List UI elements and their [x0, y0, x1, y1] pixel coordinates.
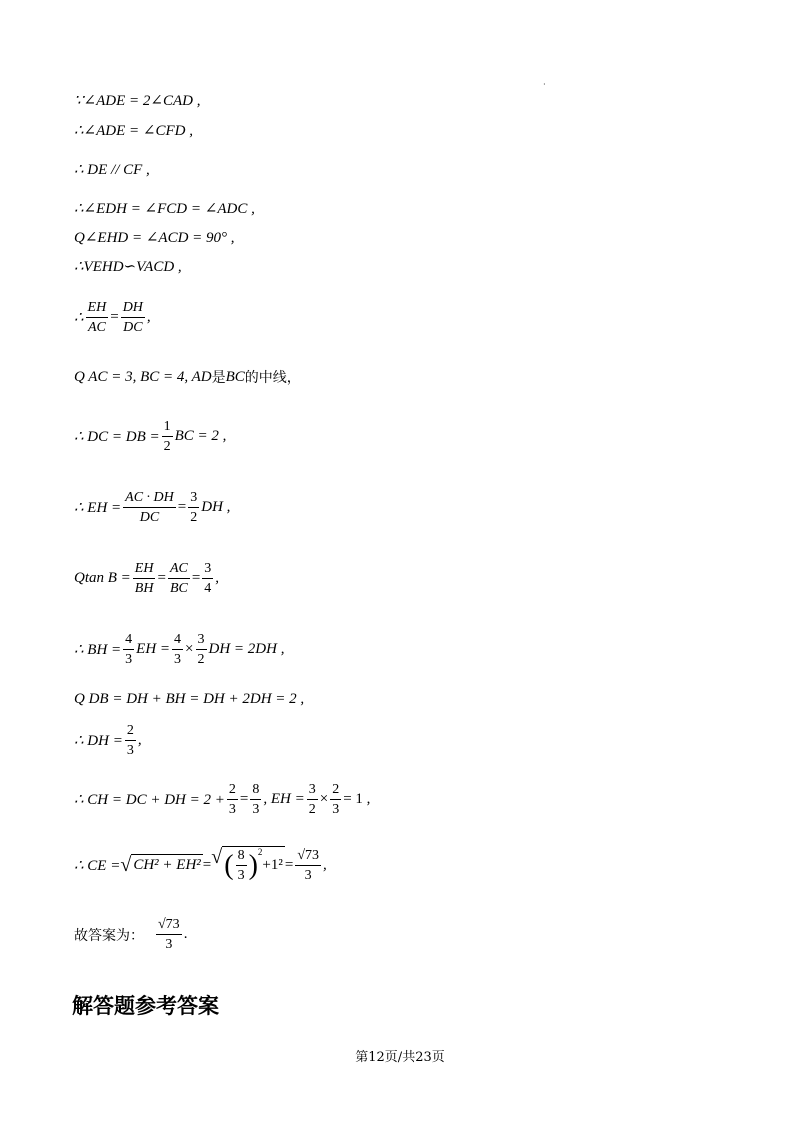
denominator: 2 — [308, 802, 316, 817]
denominator: AC — [87, 320, 106, 335]
equals: = — [191, 570, 201, 586]
numerator: DH — [121, 299, 145, 318]
denominator: DC — [123, 320, 143, 335]
line-9 — [74, 418, 226, 455]
line-14 — [74, 722, 142, 759]
fraction — [227, 781, 238, 818]
answer-fraction — [156, 916, 182, 953]
times: × — [185, 641, 194, 657]
l11-pre: Qtan B = — [74, 570, 131, 586]
numerator: 4 — [172, 631, 183, 650]
paren-right: ) — [248, 849, 258, 881]
answer-label: 故答案为： — [74, 927, 144, 944]
numerator: AC · DH — [123, 489, 176, 508]
fraction — [123, 489, 176, 526]
l12-post: DH = 2DH , — [208, 641, 285, 657]
fraction — [121, 299, 145, 336]
denominator: 3 — [126, 743, 134, 758]
fraction — [123, 631, 134, 668]
line-5: Q∠EHD = ∠ACD = 90° , — [74, 230, 235, 246]
radicand — [222, 846, 285, 884]
fraction — [162, 418, 173, 455]
l7-pre: ∴ — [74, 310, 84, 326]
denominator: 3 — [332, 802, 340, 817]
numerator: 8 — [250, 781, 261, 800]
numerator: EH — [86, 299, 109, 318]
denominator: 2 — [163, 439, 171, 454]
fraction — [202, 560, 213, 597]
denominator: 3 — [252, 802, 260, 817]
numerator: √73 — [295, 847, 321, 866]
numerator: √73 — [156, 916, 182, 935]
numerator: 3 — [188, 489, 199, 508]
fraction — [250, 781, 261, 818]
line-11 — [74, 560, 219, 597]
numerator: 2 — [125, 722, 136, 741]
denominator: 3 — [228, 802, 236, 817]
numerator: 1 — [162, 418, 173, 437]
denominator: 3 — [174, 652, 182, 667]
denominator: DC — [139, 510, 160, 525]
l14-pre: ∴ DH = — [74, 733, 123, 749]
l15-mid: , EH = — [263, 791, 305, 807]
line-7 — [74, 299, 151, 336]
equals: = — [157, 570, 166, 586]
equals: = — [202, 856, 212, 873]
fraction — [295, 847, 321, 884]
denominator: 2 — [190, 510, 198, 525]
line-6: ∴VEHD∽VACD , — [74, 259, 182, 275]
denominator: 2 — [197, 652, 205, 667]
numerator: 4 — [123, 631, 134, 650]
l10-post: DH , — [201, 499, 231, 515]
fraction — [133, 560, 156, 597]
numerator: 3 — [202, 560, 213, 579]
line-17 — [74, 916, 187, 953]
l7-post: , — [146, 309, 151, 325]
plus-term: +1² — [262, 857, 283, 873]
times: × — [319, 791, 329, 807]
fraction — [196, 631, 207, 668]
sqrt-expression — [211, 846, 285, 884]
radical-sign: √ — [120, 854, 132, 876]
fraction — [307, 781, 318, 818]
fraction — [188, 489, 199, 526]
denominator: 3 — [165, 937, 173, 952]
numerator: 8 — [236, 847, 247, 866]
fraction — [86, 299, 109, 336]
radicand: CH² + EH² — [131, 854, 202, 876]
line-1: ∵∠ADE = 2∠CAD , — [74, 93, 201, 109]
line-16 — [74, 846, 327, 884]
denominator: 3 — [125, 652, 133, 667]
denominator: BH — [134, 581, 154, 596]
l15-pre: ∴ CH = DC + DH = 2 + — [74, 792, 225, 808]
l8-cjk2: 的中线， — [244, 370, 301, 386]
numerator: 2 — [227, 781, 238, 800]
numerator: 3 — [307, 781, 318, 800]
line-4: ∴∠EDH = ∠FCD = ∠ADC , — [74, 201, 255, 217]
denominator: 3 — [304, 867, 312, 883]
equals: = — [177, 499, 187, 515]
fraction — [168, 560, 190, 597]
equals: = — [284, 856, 294, 873]
fraction — [236, 847, 247, 884]
line-3: ∴ DE // CF , — [74, 162, 150, 178]
numerator: 2 — [330, 781, 341, 800]
line-13: Q DB = DH + BH = DH + 2DH = 2 , — [74, 691, 305, 707]
l11-post: , — [215, 570, 220, 586]
fraction — [330, 781, 341, 818]
denominator: BC — [169, 581, 188, 596]
l9-pre: ∴ DC = DB = — [74, 429, 160, 445]
l17-post: . — [183, 926, 188, 942]
line-8 — [74, 367, 301, 387]
section-heading: 解答题参考答案 — [72, 994, 219, 1018]
denominator: 3 — [237, 868, 245, 883]
l10-pre: ∴ EH = — [74, 500, 122, 516]
equals: = — [239, 791, 249, 807]
l8-mid: BC — [225, 368, 245, 385]
l8-pre: Q AC = 3, BC = 4, AD — [74, 368, 212, 385]
exponent: 2 — [257, 847, 263, 857]
line-2: ∴∠ADE = ∠CFD , — [74, 123, 193, 139]
l12-mid: EH = — [136, 641, 171, 657]
sqrt-expression — [120, 854, 202, 876]
fraction — [125, 722, 136, 759]
l16-post: , — [323, 856, 327, 873]
l14-post: , — [137, 732, 142, 748]
paren-left: ( — [224, 849, 234, 881]
line-10 — [74, 489, 230, 526]
line-12 — [74, 631, 284, 668]
equals: = — [110, 309, 119, 325]
denominator: 4 — [204, 581, 212, 596]
l15-post: = 1 , — [343, 791, 371, 807]
radical-sign: √ — [211, 846, 223, 868]
numerator: 3 — [196, 631, 207, 650]
l8-cjk1: 是 — [211, 370, 226, 386]
line-15 — [74, 781, 370, 818]
page-footer: 第12页/共23页 — [355, 1050, 445, 1065]
fraction — [172, 631, 183, 668]
numerator: AC — [168, 560, 190, 579]
l12-pre: ∴ BH = — [74, 642, 122, 658]
l16-pre: ∴ CE = — [74, 857, 121, 874]
l9-post: BC = 2 , — [174, 428, 227, 444]
page-mark: · — [543, 80, 546, 89]
numerator: EH — [133, 560, 156, 579]
